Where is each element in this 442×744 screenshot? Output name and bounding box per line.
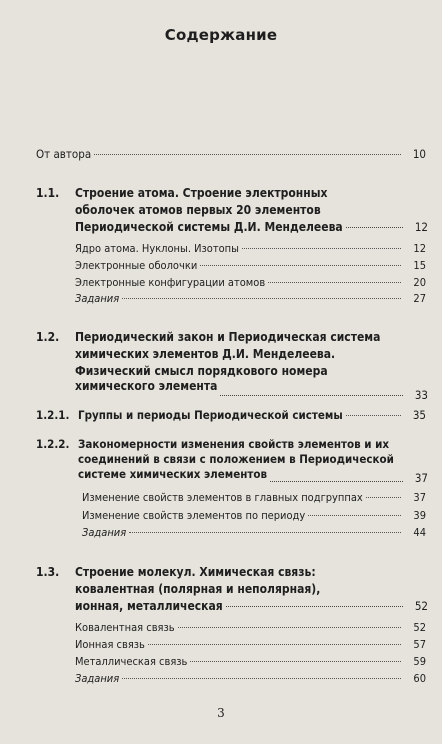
leader-dots [122,678,401,679]
toc-item [82,491,426,505]
section-number: 1.1. [36,186,60,200]
toc-item-page: 59 [413,655,426,668]
section-title-line: Строение молекул. Химическая связь: [75,565,316,579]
toc-item [75,621,426,635]
section-title-line: системе химических элементов [78,467,268,481]
toc-entry-label: От автора [36,147,92,161]
leader-dots [129,532,401,533]
leader-dots [226,606,403,607]
toc-item-label: Ковалентная связь [75,621,175,634]
section-title-line: Группы и периоды Периодической системы [78,408,343,422]
toc-item [75,292,426,306]
toc-entry-page: 10 [412,147,426,161]
section-number: 1.3. [36,565,60,579]
page-number: 3 [217,706,225,720]
section-title-line: Физический смысл порядкового номера [75,364,328,378]
toc-item-label: Изменение свойств элементов по периоду [82,509,306,522]
toc-item-label: Ядро атома. Нуклоны. Изотопы [75,242,239,255]
toc-item [75,242,426,256]
leader-dots [148,644,401,645]
leader-dots [94,154,401,155]
toc-item-label: Электронные оболочки [75,259,198,272]
section-title-last-line [75,378,428,402]
toc-item-page: 37 [413,491,426,504]
toc-item-page: 12 [413,242,426,255]
toc-item-label: Металлическая связь [75,655,188,668]
section-title-line: химического элемента [75,379,218,393]
toc-item-label: Задания [82,526,127,539]
leader-dots [308,515,401,516]
toc-item-label: Изменение свойств элементов в главных подгруппах [82,491,363,504]
toc-item [75,672,426,686]
toc-item-page: 20 [413,276,426,289]
section-page: 33 [414,388,428,402]
section-title-line: Строение атома. Строение электронных [75,186,328,200]
section-title-line: Периодический закон и Периодическая система [75,330,381,344]
toc-item-page: 57 [413,638,426,651]
section-title [78,408,426,422]
leader-dots [346,415,401,416]
toc-item-label: Задания [75,672,120,685]
section-title-last-line [78,467,428,485]
section-page: 52 [414,599,428,613]
section-title [75,329,428,402]
section-number: 1.2. [36,330,60,344]
toc-item-label: Ионная связь [75,638,145,651]
section-title-line: ковалентная (полярная и неполярная), [75,582,321,596]
section-title-last-line [75,219,428,236]
leader-dots [366,497,401,498]
toc-item-page: 15 [413,259,426,272]
section-title-line: Периодической системы Д.И. Менделеева [75,220,343,234]
toc-item-page: 60 [413,672,426,685]
section-page: 12 [414,220,428,234]
leader-dots [268,282,401,283]
toc-item-page: 39 [413,509,426,522]
leader-dots [220,395,403,396]
page-title: Содержание [164,26,278,44]
toc-item [75,638,426,652]
section-number: 1.2.1. [36,408,70,422]
leader-dots [178,627,401,628]
section-page: 37 [414,471,428,485]
section-title-line: оболочек атомов первых 20 элементов [75,203,321,217]
toc-item-page: 52 [413,621,426,634]
section-title-line: соединений в связи с положением в Периодической [78,452,394,466]
leader-dots [242,248,401,249]
toc-item [82,509,426,523]
toc-entry-intro [36,147,426,161]
toc-item-label: Электронные конфигурации атомов [75,276,266,289]
section-title-line: Закономерности изменения свойств элементов и их [78,437,390,451]
toc-item [75,276,426,290]
section-number: 1.2.2. [36,437,70,451]
leader-dots [270,481,403,482]
leader-dots [122,298,401,299]
leader-dots [346,227,403,228]
toc-item [82,526,426,540]
toc-item [75,655,426,669]
section-title [75,564,428,615]
section-page: 35 [412,408,426,422]
section-title [78,437,428,485]
toc-item [75,259,426,273]
toc-item-page: 27 [413,292,426,305]
section-title-line: ионная, металлическая [75,599,223,613]
section-title [75,185,428,236]
toc-item-page: 44 [413,526,426,539]
toc-item-label: Задания [75,292,120,305]
leader-dots [200,265,401,266]
leader-dots [190,661,401,662]
section-title-last-line [75,598,428,615]
section-title-line: химических элементов Д.И. Менделеева. [75,347,336,361]
